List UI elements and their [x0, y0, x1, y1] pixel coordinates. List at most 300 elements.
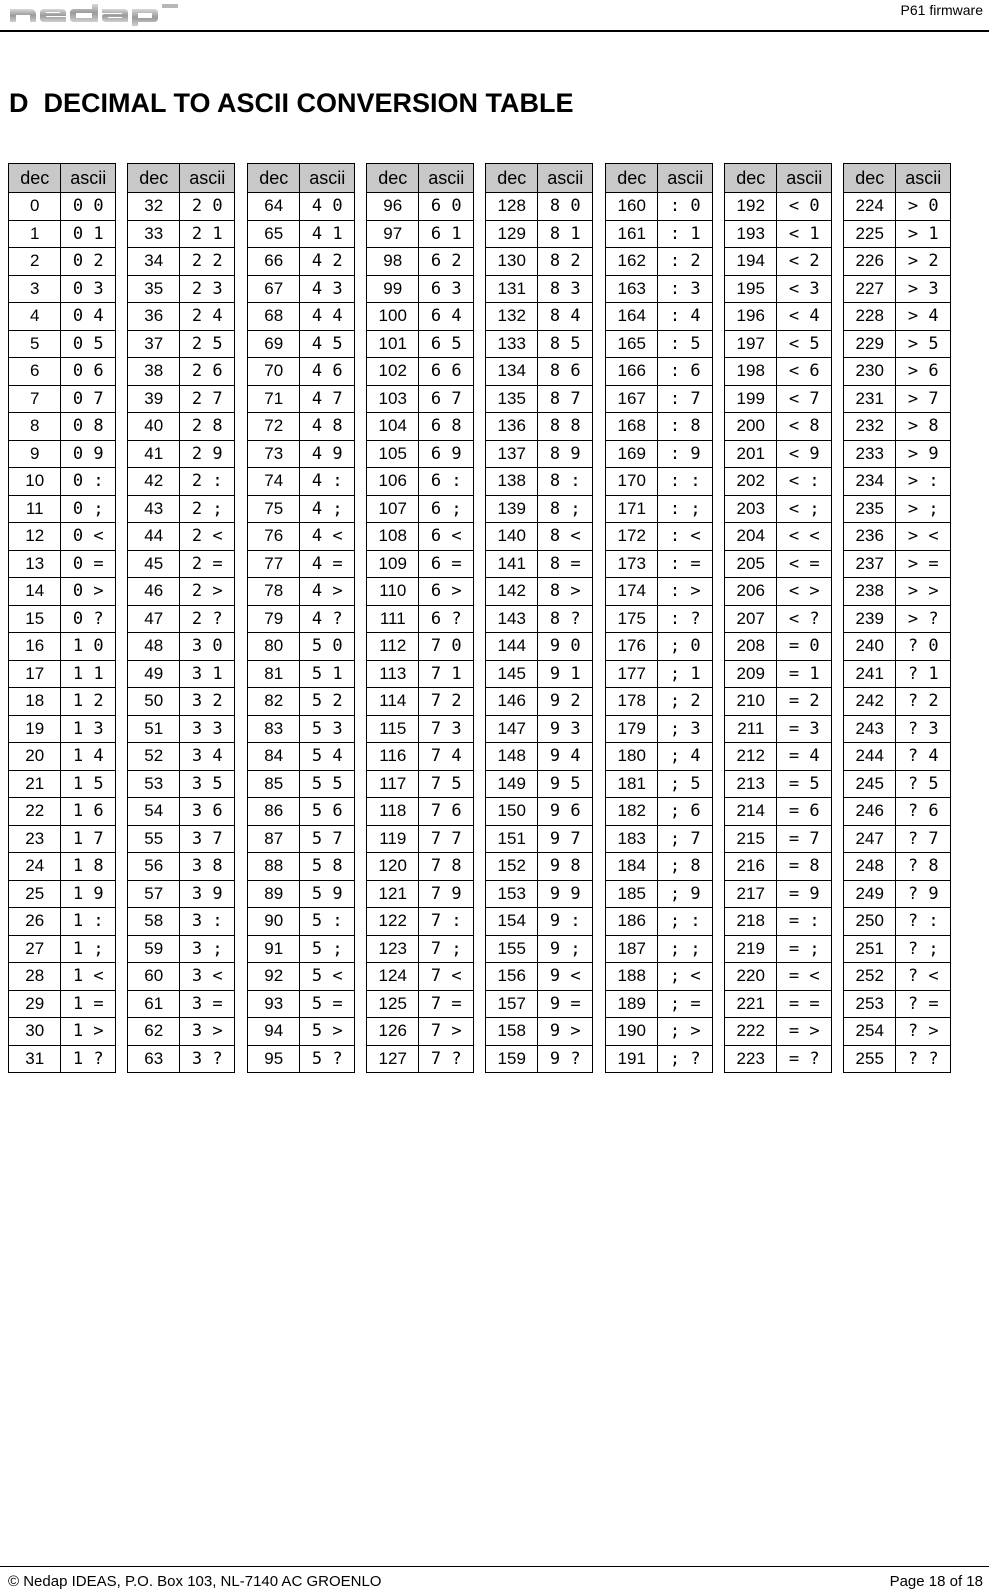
ascii-cell: 5 4	[300, 743, 355, 771]
table-row	[606, 770, 713, 798]
table-row	[248, 1045, 355, 1073]
table-row	[606, 578, 713, 606]
table-row	[9, 688, 116, 716]
table-row	[248, 633, 355, 661]
table-row	[9, 303, 116, 331]
ascii-cell: 2 4	[180, 303, 235, 331]
dec-cell: 77	[248, 550, 300, 578]
table-row	[725, 605, 832, 633]
ascii-cell: 9 9	[538, 880, 593, 908]
table-row	[367, 825, 474, 853]
ascii-cell: 1 9	[61, 880, 116, 908]
dec-cell: 141	[486, 550, 538, 578]
dec-cell: 111	[367, 605, 419, 633]
ascii-cell: 7 >	[419, 1018, 474, 1046]
dec-cell: 5	[9, 330, 61, 358]
dec-cell: 193	[725, 220, 777, 248]
dec-cell: 131	[486, 275, 538, 303]
dec-cell: 218	[725, 908, 777, 936]
ascii-cell: ? 1	[896, 660, 951, 688]
table-row	[128, 908, 235, 936]
dec-cell: 26	[9, 908, 61, 936]
ascii-cell: 2 2	[180, 248, 235, 276]
table-row	[844, 715, 951, 743]
table-row	[725, 385, 832, 413]
table-row	[606, 798, 713, 826]
ascii-cell: < 7	[777, 385, 832, 413]
dec-cell: 194	[725, 248, 777, 276]
ascii-cell: : 8	[658, 413, 713, 441]
ascii-column-header: ascii	[538, 164, 593, 193]
table-row	[9, 275, 116, 303]
ascii-cell: 6 3	[419, 275, 474, 303]
ascii-cell: 4 8	[300, 413, 355, 441]
ascii-cell: 9 3	[538, 715, 593, 743]
table-row	[128, 1018, 235, 1046]
table-row	[367, 990, 474, 1018]
dec-cell: 249	[844, 880, 896, 908]
table-row	[367, 798, 474, 826]
dec-cell: 98	[367, 248, 419, 276]
ascii-cell: 3 8	[180, 853, 235, 881]
table-row	[248, 385, 355, 413]
dec-cell: 247	[844, 825, 896, 853]
dec-cell: 35	[128, 275, 180, 303]
table-row	[248, 440, 355, 468]
dec-cell: 188	[606, 963, 658, 991]
ascii-cell: 7 2	[419, 688, 474, 716]
table-row	[486, 385, 593, 413]
table-row	[367, 578, 474, 606]
ascii-cell: 3 :	[180, 908, 235, 936]
table-row	[248, 523, 355, 551]
dec-cell: 214	[725, 798, 777, 826]
table-row	[9, 1018, 116, 1046]
dec-cell: 160	[606, 193, 658, 221]
dec-column-header: dec	[128, 164, 180, 193]
table-row	[367, 303, 474, 331]
table-row	[9, 495, 116, 523]
table-header-row	[9, 164, 116, 193]
ascii-cell: ; 7	[658, 825, 713, 853]
table-row	[844, 578, 951, 606]
dec-cell: 216	[725, 853, 777, 881]
dec-cell: 201	[725, 440, 777, 468]
dec-cell: 0	[9, 193, 61, 221]
dec-cell: 34	[128, 248, 180, 276]
dec-cell: 186	[606, 908, 658, 936]
dec-cell: 205	[725, 550, 777, 578]
table-row	[9, 385, 116, 413]
dec-cell: 114	[367, 688, 419, 716]
ascii-cell: 1 =	[61, 990, 116, 1018]
ascii-cell: = ?	[777, 1045, 832, 1073]
ascii-cell: : ?	[658, 605, 713, 633]
ascii-cell: : 5	[658, 330, 713, 358]
ascii-cell: = 1	[777, 660, 832, 688]
table-row	[367, 468, 474, 496]
dec-cell: 66	[248, 248, 300, 276]
table-header-row	[128, 164, 235, 193]
table-row	[844, 990, 951, 1018]
dec-cell: 196	[725, 303, 777, 331]
ascii-cell: 0 8	[61, 413, 116, 441]
table-row	[128, 605, 235, 633]
dec-cell: 133	[486, 330, 538, 358]
ascii-column-header: ascii	[61, 164, 116, 193]
dec-cell: 233	[844, 440, 896, 468]
ascii-cell: 5 7	[300, 825, 355, 853]
table-row	[248, 413, 355, 441]
table-row	[844, 688, 951, 716]
table-row	[486, 275, 593, 303]
ascii-cell: 5 5	[300, 770, 355, 798]
table-row	[248, 935, 355, 963]
dec-cell: 215	[725, 825, 777, 853]
ascii-cell: 3 6	[180, 798, 235, 826]
table-row	[367, 688, 474, 716]
ascii-cell: = :	[777, 908, 832, 936]
dec-cell: 76	[248, 523, 300, 551]
table-row	[606, 193, 713, 221]
dec-cell: 217	[725, 880, 777, 908]
table-row	[248, 990, 355, 1018]
ascii-cell: 8 ?	[538, 605, 593, 633]
dec-cell: 95	[248, 1045, 300, 1073]
table-row	[486, 880, 593, 908]
ascii-cell: 3 ?	[180, 1045, 235, 1073]
ascii-cell: 1 1	[61, 660, 116, 688]
table-row	[725, 880, 832, 908]
table-row	[128, 330, 235, 358]
dec-cell: 166	[606, 358, 658, 386]
table-row	[248, 248, 355, 276]
dec-cell: 137	[486, 440, 538, 468]
table-row	[486, 440, 593, 468]
ascii-cell: 4 6	[300, 358, 355, 386]
dec-cell: 142	[486, 578, 538, 606]
table-row	[128, 248, 235, 276]
dec-cell: 92	[248, 963, 300, 991]
table-row	[486, 770, 593, 798]
dec-cell: 245	[844, 770, 896, 798]
dec-cell: 3	[9, 275, 61, 303]
dec-cell: 60	[128, 963, 180, 991]
dec-cell: 47	[128, 605, 180, 633]
table-row	[606, 990, 713, 1018]
table-row	[367, 413, 474, 441]
ascii-cell: 4 5	[300, 330, 355, 358]
table-row	[248, 770, 355, 798]
table-row	[128, 715, 235, 743]
table-row	[486, 660, 593, 688]
ascii-cell: 9 >	[538, 1018, 593, 1046]
dec-cell: 89	[248, 880, 300, 908]
dec-cell: 132	[486, 303, 538, 331]
dec-cell: 198	[725, 358, 777, 386]
ascii-cell: < <	[777, 523, 832, 551]
table-row	[248, 825, 355, 853]
ascii-cell: ; ?	[658, 1045, 713, 1073]
table-row	[844, 908, 951, 936]
dec-cell: 33	[128, 220, 180, 248]
dec-cell: 243	[844, 715, 896, 743]
ascii-cell: < 0	[777, 193, 832, 221]
dec-cell: 211	[725, 715, 777, 743]
dec-cell: 204	[725, 523, 777, 551]
conversion-table-4	[366, 163, 474, 1073]
ascii-cell: = 3	[777, 715, 832, 743]
table-row	[844, 303, 951, 331]
ascii-cell: > 6	[896, 358, 951, 386]
ascii-cell: 2 5	[180, 330, 235, 358]
ascii-cell: 1 :	[61, 908, 116, 936]
dec-cell: 227	[844, 275, 896, 303]
table-row	[367, 715, 474, 743]
dec-cell: 94	[248, 1018, 300, 1046]
ascii-cell: < 2	[777, 248, 832, 276]
table-row	[725, 825, 832, 853]
table-row	[9, 990, 116, 1018]
ascii-cell: 2 :	[180, 468, 235, 496]
table-row	[128, 963, 235, 991]
dec-cell: 29	[9, 990, 61, 1018]
ascii-cell: : ;	[658, 495, 713, 523]
table-row	[128, 880, 235, 908]
dec-cell: 104	[367, 413, 419, 441]
ascii-cell: ; 2	[658, 688, 713, 716]
dec-cell: 82	[248, 688, 300, 716]
ascii-cell: 3 5	[180, 770, 235, 798]
table-row	[367, 770, 474, 798]
dec-cell: 183	[606, 825, 658, 853]
table-row	[9, 825, 116, 853]
table-row	[367, 385, 474, 413]
table-row	[606, 303, 713, 331]
table-row	[725, 275, 832, 303]
dec-cell: 167	[606, 385, 658, 413]
table-row	[606, 880, 713, 908]
dec-column-header: dec	[9, 164, 61, 193]
table-row	[367, 743, 474, 771]
table-row	[486, 853, 593, 881]
table-row	[486, 248, 593, 276]
ascii-cell: 7 6	[419, 798, 474, 826]
ascii-cell: 1 7	[61, 825, 116, 853]
footer-page-number: Page 18 of 18	[889, 1573, 983, 1590]
table-header-row	[486, 164, 593, 193]
dec-cell: 219	[725, 935, 777, 963]
table-row	[367, 880, 474, 908]
table-row	[248, 303, 355, 331]
ascii-cell: : 6	[658, 358, 713, 386]
dec-cell: 80	[248, 633, 300, 661]
table-row	[128, 633, 235, 661]
ascii-cell: : =	[658, 550, 713, 578]
dec-cell: 32	[128, 193, 180, 221]
ascii-cell: 8 4	[538, 303, 593, 331]
dec-cell: 109	[367, 550, 419, 578]
dec-cell: 140	[486, 523, 538, 551]
table-row	[367, 660, 474, 688]
table-row	[486, 688, 593, 716]
dec-cell: 199	[725, 385, 777, 413]
table-row	[844, 743, 951, 771]
table-row	[367, 963, 474, 991]
table-row	[606, 495, 713, 523]
conversion-table-3	[247, 163, 355, 1073]
dec-cell: 31	[9, 1045, 61, 1073]
section-title: D DECIMAL TO ASCII CONVERSION TABLE	[9, 88, 574, 118]
dec-cell: 176	[606, 633, 658, 661]
ascii-cell: 1 0	[61, 633, 116, 661]
table-row	[725, 798, 832, 826]
table-row	[128, 303, 235, 331]
ascii-cell: 5 :	[300, 908, 355, 936]
ascii-cell: : >	[658, 578, 713, 606]
dec-cell: 70	[248, 358, 300, 386]
table-row	[606, 715, 713, 743]
ascii-cell: > 1	[896, 220, 951, 248]
conversion-table-6	[605, 163, 713, 1073]
ascii-cell: 7 ?	[419, 1045, 474, 1073]
dec-cell: 232	[844, 413, 896, 441]
table-row	[844, 770, 951, 798]
ascii-cell: = 5	[777, 770, 832, 798]
dec-cell: 241	[844, 660, 896, 688]
ascii-cell: 5 <	[300, 963, 355, 991]
dec-cell: 61	[128, 990, 180, 1018]
table-header-row	[367, 164, 474, 193]
ascii-cell: 7 :	[419, 908, 474, 936]
table-row	[367, 605, 474, 633]
table-row	[844, 963, 951, 991]
table-row	[248, 798, 355, 826]
ascii-cell: 9 =	[538, 990, 593, 1018]
ascii-cell: ; =	[658, 990, 713, 1018]
ascii-cell: 0 4	[61, 303, 116, 331]
dec-cell: 143	[486, 605, 538, 633]
dec-cell: 150	[486, 798, 538, 826]
dec-cell: 240	[844, 633, 896, 661]
table-row	[844, 523, 951, 551]
ascii-cell: 2 7	[180, 385, 235, 413]
dec-cell: 106	[367, 468, 419, 496]
table-row	[725, 578, 832, 606]
table-row	[128, 688, 235, 716]
ascii-cell: : 0	[658, 193, 713, 221]
dec-cell: 46	[128, 578, 180, 606]
dec-cell: 25	[9, 880, 61, 908]
page-footer	[0, 1566, 989, 1595]
ascii-column-header: ascii	[419, 164, 474, 193]
ascii-cell: 2 =	[180, 550, 235, 578]
conversion-table-8	[843, 163, 951, 1073]
table-row	[725, 248, 832, 276]
dec-cell: 59	[128, 935, 180, 963]
table-row	[367, 495, 474, 523]
ascii-cell: ? 8	[896, 853, 951, 881]
ascii-cell: ; 1	[658, 660, 713, 688]
table-row	[725, 715, 832, 743]
dec-cell: 170	[606, 468, 658, 496]
table-row	[367, 1018, 474, 1046]
ascii-cell: 8 6	[538, 358, 593, 386]
ascii-cell: 5 ;	[300, 935, 355, 963]
dec-cell: 55	[128, 825, 180, 853]
ascii-cell: 0 =	[61, 550, 116, 578]
ascii-cell: 8 3	[538, 275, 593, 303]
ascii-cell: = 9	[777, 880, 832, 908]
dec-cell: 119	[367, 825, 419, 853]
table-row	[128, 578, 235, 606]
dec-cell: 220	[725, 963, 777, 991]
table-row	[606, 468, 713, 496]
dec-cell: 83	[248, 715, 300, 743]
dec-cell: 17	[9, 660, 61, 688]
ascii-cell: 1 6	[61, 798, 116, 826]
dec-cell: 242	[844, 688, 896, 716]
table-row	[486, 715, 593, 743]
table-row	[128, 990, 235, 1018]
ascii-cell: 8 5	[538, 330, 593, 358]
ascii-cell: 6 0	[419, 193, 474, 221]
dec-cell: 228	[844, 303, 896, 331]
ascii-cell: 4 ;	[300, 495, 355, 523]
dec-cell: 102	[367, 358, 419, 386]
table-row	[9, 358, 116, 386]
ascii-cell: 3 9	[180, 880, 235, 908]
table-row	[248, 605, 355, 633]
dec-cell: 72	[248, 413, 300, 441]
table-row	[606, 660, 713, 688]
ascii-cell: 0 ;	[61, 495, 116, 523]
ascii-cell: 7 1	[419, 660, 474, 688]
dec-cell: 10	[9, 468, 61, 496]
dec-cell: 122	[367, 908, 419, 936]
table-row	[725, 193, 832, 221]
table-row	[725, 1045, 832, 1073]
dec-cell: 8	[9, 413, 61, 441]
dec-cell: 230	[844, 358, 896, 386]
table-row	[367, 440, 474, 468]
dec-cell: 18	[9, 688, 61, 716]
ascii-cell: ; 3	[658, 715, 713, 743]
ascii-cell: 4 ?	[300, 605, 355, 633]
ascii-cell: = =	[777, 990, 832, 1018]
table-row	[248, 688, 355, 716]
table-row	[844, 633, 951, 661]
dec-cell: 40	[128, 413, 180, 441]
ascii-cell: 3 =	[180, 990, 235, 1018]
dec-cell: 99	[367, 275, 419, 303]
dec-cell: 187	[606, 935, 658, 963]
table-row	[128, 523, 235, 551]
ascii-cell: 5 2	[300, 688, 355, 716]
table-row	[128, 825, 235, 853]
table-row	[248, 660, 355, 688]
dec-cell: 2	[9, 248, 61, 276]
dec-cell: 14	[9, 578, 61, 606]
ascii-cell: < 5	[777, 330, 832, 358]
table-row	[725, 523, 832, 551]
ascii-cell: 3 3	[180, 715, 235, 743]
dec-cell: 235	[844, 495, 896, 523]
ascii-cell: 4 2	[300, 248, 355, 276]
dec-cell: 138	[486, 468, 538, 496]
ascii-cell: 5 9	[300, 880, 355, 908]
dec-cell: 93	[248, 990, 300, 1018]
